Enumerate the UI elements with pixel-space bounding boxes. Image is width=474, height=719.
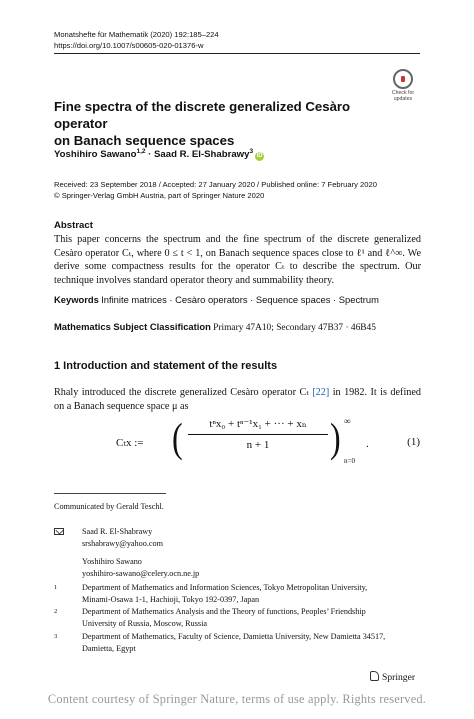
section-heading: 1 Introduction and statement of the results — [54, 360, 278, 372]
affiliation-line: Damietta, Egypt — [82, 643, 136, 653]
affiliation-number: 2 — [54, 608, 58, 615]
springer-horse-icon — [370, 671, 379, 681]
springer-logo — [370, 671, 415, 683]
contact-name: Yoshihiro Sawano — [82, 557, 142, 566]
author-separator: · — [145, 149, 155, 161]
title-line2: on Banach sequence spaces — [54, 133, 235, 148]
badge-line1: Check for — [391, 90, 415, 96]
courtesy-notice: Content courtesy of Springer Nature, terms of use apply. Rights reserved. — [47, 692, 427, 706]
journal-line: Monatshefte für Mathematik (2020) 192:185–224 — [54, 30, 219, 39]
right-paren: ) — [330, 413, 341, 461]
msc-text: Primary 47A10; Secondary 47B37 · 46B45 — [213, 323, 376, 333]
badge-line2: updates — [393, 96, 413, 102]
affiliation-line: Minami-Osawa 1-1, Hachioji, Tokyo 192-0397, Japan — [82, 594, 260, 604]
contact-block — [82, 526, 199, 579]
contact-email[interactable]: yoshihiro-sawano@celery.ocn.ne.jp — [82, 568, 200, 578]
equation-lhs: Cₜx := — [116, 437, 144, 449]
header-rule — [54, 53, 420, 54]
left-paren: ( — [172, 413, 183, 461]
check-updates-icon — [393, 69, 413, 89]
affiliation-2 — [54, 606, 424, 629]
author-name[interactable]: Yoshihiro Sawano — [54, 149, 137, 161]
affiliation-line: University of Russia, Moscow, Russia — [82, 618, 208, 628]
equation-end: . — [366, 438, 369, 450]
publication-dates — [54, 179, 424, 201]
contact-name: Saad R. El-Shabrawy — [82, 527, 153, 536]
doi-link[interactable]: https://doi.org/10.1007/s00605-020-01376-w — [54, 41, 204, 50]
check-for-updates-badge[interactable] — [386, 68, 420, 102]
affiliation-line: Department of Mathematics Analysis and the Theory of functions, Peoples’ Friendship — [82, 607, 366, 616]
intro-text-b: in 1982. It is defined on a Banach sequence space μ as — [54, 387, 421, 412]
intro-text-a: Rhaly introduced the discrete generalized Cesàro operator Cₜ — [54, 387, 313, 398]
communicated-by: Communicated by Gerald Teschl. — [54, 502, 164, 511]
equation-1 — [54, 412, 420, 472]
equation-number: (1) — [407, 436, 420, 448]
equation-sub: n=0 — [344, 457, 355, 465]
affiliation-line: Department of Mathematics, Faculty of Science, Damietta University, New Damietta 34517, — [82, 632, 386, 641]
equation-sup: ∞ — [344, 416, 351, 426]
envelope-icon — [54, 528, 64, 535]
keywords — [54, 294, 379, 306]
author-name[interactable]: Saad R. El-Shabrawy — [154, 149, 250, 161]
footnote-rule — [54, 493, 166, 494]
fraction-bar — [188, 434, 328, 435]
journal-citation — [54, 29, 219, 51]
author-list — [54, 148, 264, 161]
publisher-name: Springer — [382, 672, 416, 683]
keywords-text: Infinite matrices · Cesàro operators · Sequence spaces · Spectrum — [101, 294, 379, 305]
equation-numerator: tⁿx₀ + tⁿ⁻¹x₁ + ··· + xₙ — [209, 418, 307, 430]
abstract-body: This paper concerns the spectrum and the fine spectrum of the discrete generalized Cesàro operator Cₜ, where 0 ≤ t < 1, on Banach sequence spaces close to ℓ¹ and ℓ^∞. We derive some compactness results for the operator Cₜ to describe the spectrum. Our technique involves standard operator theory and summability theory. — [54, 234, 421, 286]
intro-paragraph — [54, 386, 421, 413]
msc-classification — [54, 321, 376, 333]
msc-label: Mathematics Subject Classification — [54, 321, 211, 332]
dates-line: Received: 23 September 2018 / Accepted: 27 January 2020 / Published online: 7 February 2020 — [54, 180, 377, 189]
orcid-icon[interactable]: iD — [256, 153, 263, 160]
affiliation-line: Department of Mathematics and Information Sciences, Tokyo Metropolitan University, — [82, 583, 368, 592]
abstract-heading: Abstract — [54, 220, 93, 231]
title-line1: Fine spectra of the discrete generalized Cesàro operator — [54, 99, 351, 131]
affiliation-number: 1 — [54, 584, 58, 591]
copyright-line: © Springer-Verlag GmbH Austria, part of Springer Nature 2020 — [54, 191, 265, 200]
author-affil-sup: 3 — [249, 148, 254, 155]
author-affil-sup: 1,2 — [136, 148, 146, 155]
keywords-label: Keywords — [54, 294, 99, 305]
contact-email[interactable]: srshabrawy@yahoo.com — [82, 538, 163, 548]
affiliation-3 — [54, 631, 424, 654]
citation-link[interactable]: [22] — [312, 387, 330, 398]
equation-denominator: n + 1 — [246, 439, 270, 451]
affiliation-1 — [54, 582, 424, 605]
affiliation-number: 3 — [54, 633, 58, 640]
paper-title — [54, 98, 384, 149]
